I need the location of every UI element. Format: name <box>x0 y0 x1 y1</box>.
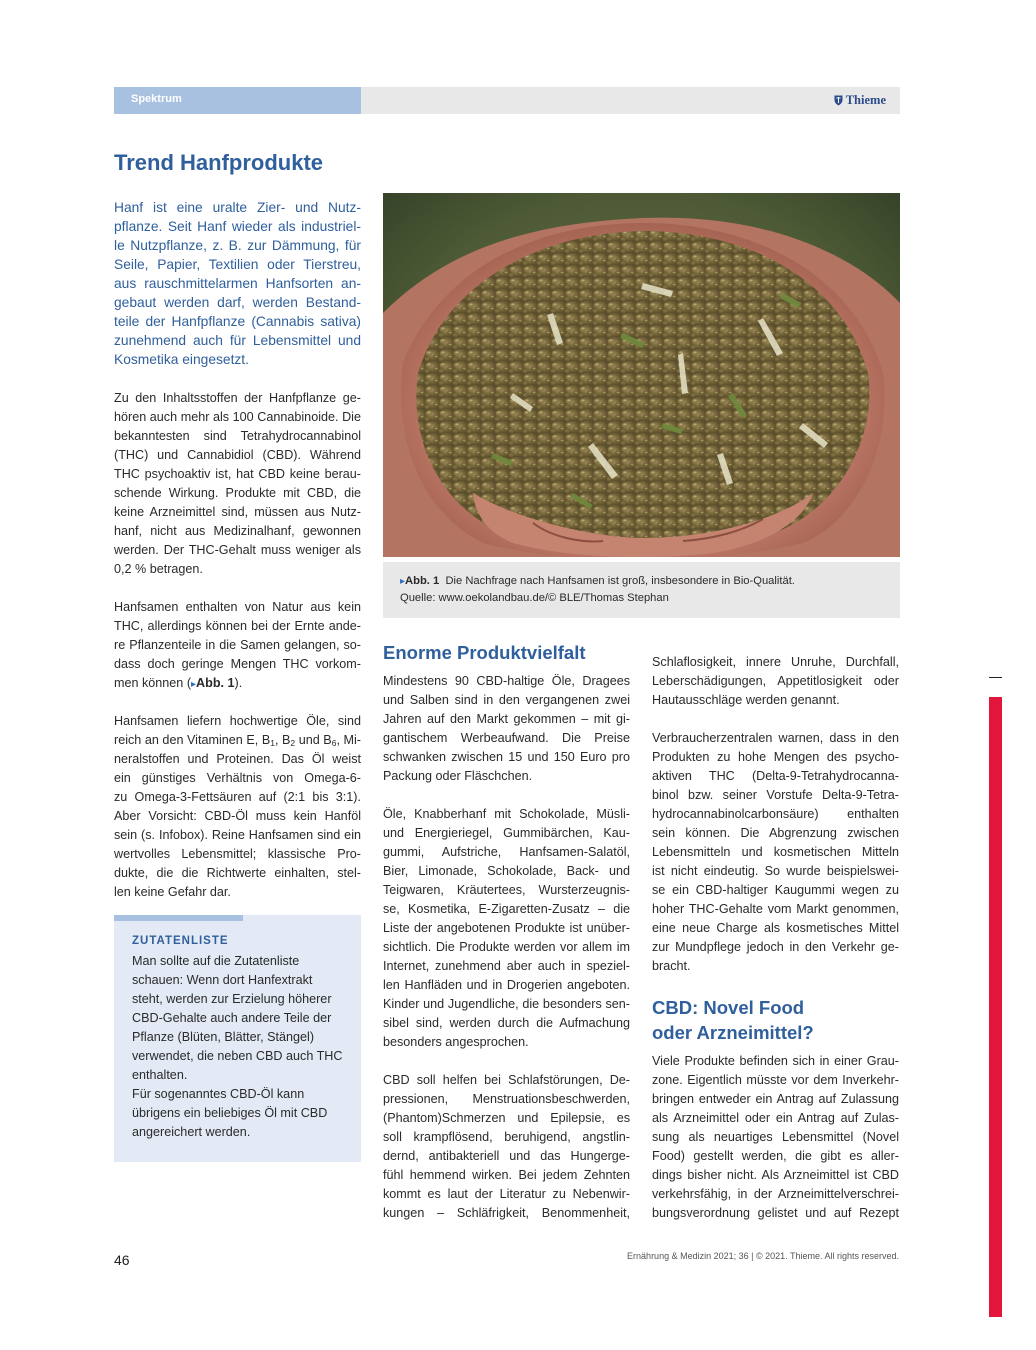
text-line: se, Kosmetika, E-Zigaretten-Zusatz – die <box>383 902 630 916</box>
text-line: CBD-Gehalte auch andere Teile der <box>132 1011 332 1025</box>
text-line: angereichert werden. <box>132 1125 251 1139</box>
caption-line <box>400 573 795 590</box>
text-line: Verbraucherzentralen warnen, dass in den <box>652 731 899 745</box>
text-line: und Energieriegel, Gummibärchen, Kau- <box>383 826 630 840</box>
text-line: Liste der angebotenen Produkte ist unüber- <box>383 921 630 935</box>
figure-label: Abb. 1 <box>405 575 440 587</box>
text-line: fühl hemmend wirken. Bei jedem Zehnten <box>383 1168 630 1182</box>
text-line: sung als neuartiges Lebensmittel (Novel <box>652 1130 899 1144</box>
paragraph-cbd-oele <box>383 672 630 786</box>
text-fragment: reich an den Vitaminen E, B <box>114 733 271 747</box>
paragraph-grauzone <box>652 1052 899 1223</box>
text-line: dernd, antibakteriell und das Hungerge- <box>383 1149 630 1163</box>
lead-line: aus rauschmittelarmen Hanfsorten an- <box>114 276 361 291</box>
text-line: Bier, Limonade, Schokolade, Back- und <box>383 864 630 878</box>
infobox-body <box>132 952 352 1142</box>
header-bar <box>114 87 900 114</box>
text-line: dass doch geringe Mengen THC vorkom- <box>114 657 361 671</box>
text-line: hydrocannabinolcarbonsäure) enthalten <box>652 807 899 821</box>
lead-paragraph <box>114 198 361 369</box>
text-line: eine neue Charge als kosmetisches Mittel <box>652 921 899 935</box>
text-line: wertvolles Lebensmittel; klassische Pro- <box>114 847 361 861</box>
lead-line: gebaut werden darf, werden Bestand- <box>114 295 361 310</box>
text-line: schende Wirkung. Produkte mit CBD, die <box>114 486 361 500</box>
text-line: Jahren auf den Markt gekommen – mit gi- <box>383 712 630 726</box>
subscript: 1 <box>270 738 275 748</box>
heading-line: CBD: Novel Food <box>652 997 805 1018</box>
text-line: (Phantom)Schmerzen und Epilepsie, es <box>383 1111 630 1125</box>
text-line: Teigwaren, Kräutertees, Wursterzeugnis- <box>383 883 630 897</box>
text-line: (THC) und Cannabidiol (CBD). Während <box>114 448 361 462</box>
text-line: Packung oder Fläschchen. <box>383 769 533 783</box>
text-line: CBD soll helfen bei Schlafstörungen, De- <box>383 1073 630 1087</box>
text-line: zu Omega-3-Fettsäuren auf (2:1 bis 3:1). <box>114 790 361 804</box>
text-line: dukte, die die Richtwerte einhalten, stel- <box>114 866 361 880</box>
section-side-bar <box>989 697 1002 1317</box>
caption-description: Die Nachfrage nach Hanfsamen ist groß, insbesondere in Bio-Qualität. <box>445 575 795 587</box>
paragraph-verbraucherzentralen <box>652 729 899 976</box>
page-number: 46 <box>114 1252 130 1268</box>
text-line: als Arzneimittel oder ein Antrag auf Zulas- <box>652 1111 899 1125</box>
infobox-zutatenliste <box>114 915 361 1162</box>
text-line: se ein CBD-haltiger Kaugummi wegen zu <box>652 883 899 897</box>
figure-caption <box>383 562 900 618</box>
lead-line: le Nutzpflanze, z. B. zur Dämmung, für <box>114 238 361 253</box>
lead-line: Kosmetika eingesetzt. <box>114 352 249 367</box>
text-line: Man sollte auf die Zutatenliste <box>132 954 300 968</box>
text-line: 0,2 % betragen. <box>114 562 203 576</box>
heading-line: oder Arzneimittel? <box>652 1022 814 1043</box>
text-line: Hanfsamen enthalten von Natur aus kein <box>114 600 361 614</box>
text-line: Kinder und Jugendliche, die besonders sen- <box>383 997 630 1011</box>
text-line: Pflanze (Blüten, Blätter, Stängel) <box>132 1030 315 1044</box>
paragraph-cbd-wirkung <box>383 1071 630 1223</box>
infobox-heading: ZUTATENLISTE <box>132 935 229 947</box>
paragraph-produktliste <box>383 805 630 1052</box>
text-line: verwendet, die neben CBD auch THC <box>132 1049 343 1063</box>
footer-citation: Ernährung & Medizin 2021; 36 | © 2021. Thieme. All rights reserved. <box>627 1251 899 1261</box>
brand-name: Thieme <box>845 93 886 107</box>
text-line: Für sogenanntes CBD-Öl kann <box>132 1087 305 1101</box>
text-line: neralstoffen und Proteinen. Das Öl weist <box>114 752 361 766</box>
text-line: zur Mundpflege jedoch in den Verkehr ge- <box>652 940 899 954</box>
figure-reference-link[interactable]: Abb. 1 <box>196 676 235 690</box>
text-line: schauen: Wenn dort Hanfextrakt <box>132 973 313 987</box>
subscript: 6 <box>331 738 337 748</box>
thieme-crest-icon <box>834 95 843 106</box>
text-line: sein (s. Infobox). Reine Hanfsamen sind ein <box>114 828 361 842</box>
text-line: Internet, zunehmend aber auch in speziel- <box>383 959 630 973</box>
text-line: len keine Gefahr dar. <box>114 885 231 899</box>
text-fragment: men können ( <box>114 676 192 690</box>
section-heading-novel-food <box>652 995 814 1045</box>
text-line: enthalten. <box>132 1068 188 1082</box>
text-line: bringen entweder ein Antrag auf Zulassung <box>652 1092 899 1106</box>
text-line: gummi, Aufstriche, Hanfsamen-Salatöl, <box>383 845 630 859</box>
publisher-logo <box>834 93 886 108</box>
text-line: Food) gestellt werden, die gibt es aller- <box>652 1149 899 1163</box>
paragraph-hanfsamen-thc <box>114 598 361 694</box>
text-fragment: , Mi- <box>336 733 361 747</box>
reference-arrow-icon: ▸ <box>191 679 197 690</box>
text-line: ein günstiges Verhältnis von Omega-6- <box>114 771 361 785</box>
text-line: werden. Der THC-Gehalt muss weniger als <box>114 543 361 557</box>
text-line: pressionen, Menstruationsbeschwerden, <box>383 1092 630 1106</box>
lead-line: Seile, Papier, Textilien oder Tierstreu, <box>114 257 361 272</box>
text-line: Produkten zu hohe Mengen des psycho- <box>652 750 899 764</box>
section-heading-produktvielfalt: Enorme Produktvielfalt <box>383 642 586 663</box>
text-line: keine Arzneimittel sind, müssen aus Nutz- <box>114 505 361 519</box>
infobox-tab <box>114 915 243 921</box>
section-tab <box>114 87 361 114</box>
text-fragment: , B <box>274 733 291 747</box>
subscript: 2 <box>290 738 296 748</box>
text-line: Viele Produkte befinden sich in einer Grau- <box>652 1054 899 1068</box>
text-line: binol bzw. seiner Vorstufe Delta-9-Tetra- <box>652 788 899 802</box>
text-line: steht, werden zur Erzielung höherer <box>132 992 332 1006</box>
text-line <box>114 674 361 694</box>
text-line: schwanken zwischen 15 und 150 Euro pro <box>383 750 630 764</box>
text-line: verkehrsfähig, in der Arzneimittelverschrei- <box>652 1187 899 1201</box>
text-line: hoher THC-Gehalte vom Markt genommen, <box>652 902 899 916</box>
text-line: Hautausschläge werden genannt. <box>652 693 840 707</box>
text-line: Hanfsamen liefern hochwertige Öle, sind <box>114 714 361 728</box>
text-line: ist nicht eindeutig. So wurde beispielswei- <box>652 864 899 878</box>
text-line: THC, allerdings können bei der Ernte ande- <box>114 619 361 633</box>
text-line: Leberschädigungen, Appetitlosigkeit oder <box>652 674 899 688</box>
text-fragment: ). <box>234 676 243 690</box>
text-line: Zu den Inhaltsstoffen der Hanfpflanze ge- <box>114 391 361 405</box>
text-line: dings bisher nicht. Als Arzneimittel ist CBD <box>652 1168 899 1182</box>
text-line: besonders angesprochen. <box>383 1035 529 1049</box>
text-line: gantischem Werbeaufwand. Die Preise <box>383 731 630 745</box>
section-label: Spektrum <box>131 93 182 105</box>
side-tick-mark <box>989 677 1002 678</box>
text-line: Lebensmitteln und kosmetischen Mitteln <box>652 845 899 859</box>
text-fragment: und B <box>295 733 332 747</box>
text-line: bracht. <box>652 959 691 973</box>
text-line: Schlaflosigkeit, innere Unruhe, Durchfall, <box>652 655 899 669</box>
text-line: sein können. Die Abgrenzung zwischen <box>652 826 899 840</box>
lead-line: pflanze. Seit Hanf wieder als industriel- <box>114 219 361 234</box>
paragraph-hanfsamen-oele <box>114 712 361 902</box>
text-line: hanf, nicht aus Medizinalhanf, gewonnen <box>114 524 361 538</box>
text-line: Öle, Knabberhanf mit Schokolade, Müsli- <box>383 807 630 821</box>
text-line: bungsverordnung gelistet und auf Rezept <box>652 1206 899 1220</box>
text-line: re Pflanzenteile in die Samen gelangen, so- <box>114 638 361 652</box>
text-line: sibel sind, werden durch die Aufmachung <box>383 1016 630 1030</box>
lead-line: zunehmend auch für Lebensmittel und <box>114 333 361 348</box>
lead-line: Hanf ist eine uralte Zier- und Nutz- <box>114 200 361 215</box>
lead-line: teile der Hanfpflanze (Cannabis sativa) <box>114 314 361 329</box>
text-line: len Hanfläden und in Drogerien angeboten. <box>383 978 630 992</box>
caption-source: Quelle: www.oekolandbau.de/© BLE/Thomas Stephan <box>400 592 669 604</box>
hemp-seeds-image <box>383 193 900 557</box>
text-line: übrigens ein beliebiges Öl mit CBD <box>132 1106 328 1120</box>
text-line <box>114 731 361 750</box>
text-line: zone. Eigentlich müsste vor dem Inverkehr- <box>652 1073 899 1087</box>
text-line: bekanntesten sind Tetrahydrocannabinol <box>114 429 361 443</box>
text-line: hören auch mehr als 100 Cannabinoide. Die <box>114 410 361 424</box>
caption-text <box>400 573 795 607</box>
text-line: kommt es laut der Literatur zu Nebenwir- <box>383 1187 630 1201</box>
article-title: Trend Hanfprodukte <box>114 150 324 175</box>
paragraph-nebenwirkungen <box>652 653 899 710</box>
paragraph-inhaltsstoffe <box>114 389 361 579</box>
text-line: aktiven THC (Delta-9-Tetrahydrocanna- <box>652 769 899 783</box>
text-line: kungen – Schläfrigkeit, Benommenheit, <box>383 1206 630 1220</box>
text-line: Mindestens 90 CBD-haltige Öle, Dragees <box>383 674 630 688</box>
caption-arrow-icon: ▸ <box>400 576 406 587</box>
text-line: sichtlich. Die Produkte werden vor allem im <box>383 940 630 954</box>
text-line: soll krampflösend, beruhigend, angstlin- <box>383 1130 630 1144</box>
text-line: THC psychoaktiv ist, hat CBD keine berau- <box>114 467 361 481</box>
text-line: Aber Vorsicht: CBD-Öl muss kein Hanföl <box>114 809 361 823</box>
hemp-seeds-photo <box>383 193 900 557</box>
text-line: und Salben sind in den vergangenen zwei <box>383 693 630 707</box>
